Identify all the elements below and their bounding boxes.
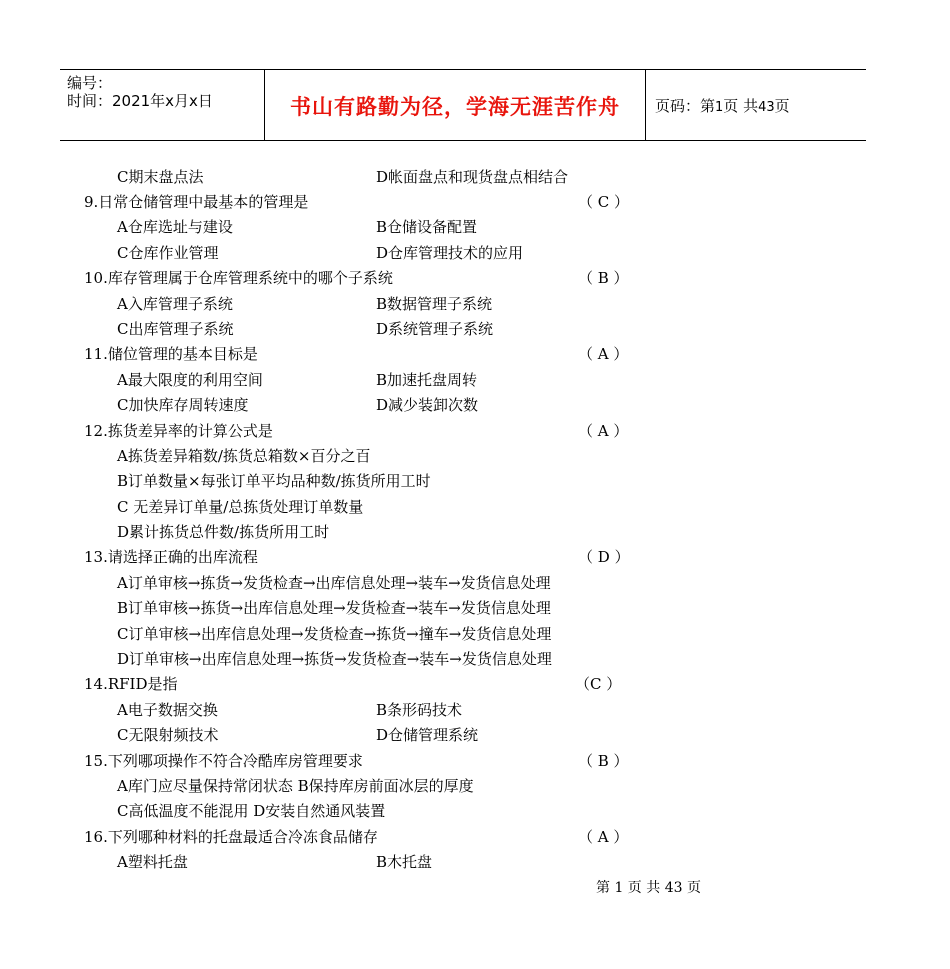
question-10: 10.库存管理属于仓库管理系统中的哪个子系统: [84, 269, 393, 287]
option-d: D仓储管理系统: [376, 726, 479, 744]
question-15: 15.下列哪项操作不符合冷酷库房管理要求: [84, 752, 363, 770]
page-code-suffix: 页: [774, 97, 790, 115]
option-d: D订单审核→出库信息处理→拣货→发货检查→装车→发货信息处理: [117, 650, 552, 668]
page-code-middle: 页 共: [723, 97, 759, 115]
question-16: 16.下列哪种材料的托盘最适合冷冻食品储存: [84, 828, 378, 846]
question-13: 13.请选择正确的出库流程: [84, 548, 258, 566]
option-c: C期末盘点法: [117, 168, 204, 186]
option-d: D仓库管理技术的应用: [376, 244, 524, 262]
option-d: D系统管理子系统: [376, 320, 494, 338]
header-meta: [67, 74, 213, 110]
answer-12: （ A ）: [578, 422, 629, 440]
option-a: A最大限度的利用空间: [117, 371, 263, 389]
answer-13: （ D ）: [578, 548, 630, 566]
option-b: B加速托盘周转: [376, 371, 478, 389]
option-a: A订单审核→拣货→发货检查→出库信息处理→装车→发货信息处理: [117, 574, 551, 592]
option-c: C订单审核→出库信息处理→发货检查→拣货→撞车→发货信息处理: [117, 625, 552, 643]
option-b: B木托盘: [376, 853, 433, 871]
header-divider: [645, 70, 646, 140]
header-motto: 书山有路勤为径，学海无涯苦作舟: [290, 95, 620, 119]
question-14: 14.RFID是指: [84, 675, 178, 693]
option-d: D减少装卸次数: [376, 396, 479, 414]
option-a: A入库管理子系统: [117, 295, 233, 313]
question-11: 11.储位管理的基本目标是: [84, 345, 258, 363]
answer-11: （ A ）: [578, 345, 629, 363]
answer-14: （C ）: [575, 675, 622, 693]
options-c-d: C高低温度不能混用 D安装自然通风装置: [117, 802, 386, 820]
header-page-code: [655, 95, 790, 116]
answer-9: （ C ）: [578, 193, 630, 211]
option-c: C出库管理子系统: [117, 320, 234, 338]
option-d: D累计拣货总件数/拣货所用工时: [117, 523, 330, 541]
option-b: B仓储设备配置: [376, 218, 478, 236]
option-c: C加快库存周转速度: [117, 396, 249, 414]
option-c: C 无差异订单量/总拣货处理订单数量: [117, 498, 364, 516]
option-a: A电子数据交换: [117, 701, 218, 719]
document-time-label: 时间：2021年x月x日: [67, 92, 213, 110]
option-b: B条形码技术: [376, 701, 463, 719]
page-footer: 第 1 页 共 43 页: [596, 880, 701, 896]
page-header: [60, 69, 866, 141]
page-code-total: 43: [758, 100, 775, 115]
option-a: A拣货差异箱数/拣货总箱数×百分之百: [117, 447, 371, 465]
option-a: A仓库选址与建设: [117, 218, 233, 236]
page-code-prefix: 页码：第: [655, 97, 716, 115]
page-code-number: 1: [715, 100, 724, 115]
option-c: C无限射频技术: [117, 726, 219, 744]
question-12: 12.拣货差异率的计算公式是: [84, 422, 273, 440]
option-b: B订单数量×每张订单平均品种数/拣货所用工时: [117, 472, 431, 490]
option-b: B数据管理子系统: [376, 295, 493, 313]
question-9: 9.日常仓储管理中最基本的管理是: [84, 193, 309, 211]
options-a-b: A库门应尽量保持常闭状态 B保持库房前面冰层的厚度: [117, 777, 474, 795]
answer-15: （ B ）: [578, 752, 629, 770]
option-a: A塑料托盘: [117, 853, 188, 871]
option-d: D帐面盘点和现货盘点相结合: [376, 168, 569, 186]
option-b: B订单审核→拣货→出库信息处理→发货检查→装车→发货信息处理: [117, 599, 551, 617]
option-c: C仓库作业管理: [117, 244, 219, 262]
answer-10: （ B ）: [578, 269, 629, 287]
answer-16: （ A ）: [578, 828, 629, 846]
document-number-label: 编号：: [67, 74, 113, 92]
